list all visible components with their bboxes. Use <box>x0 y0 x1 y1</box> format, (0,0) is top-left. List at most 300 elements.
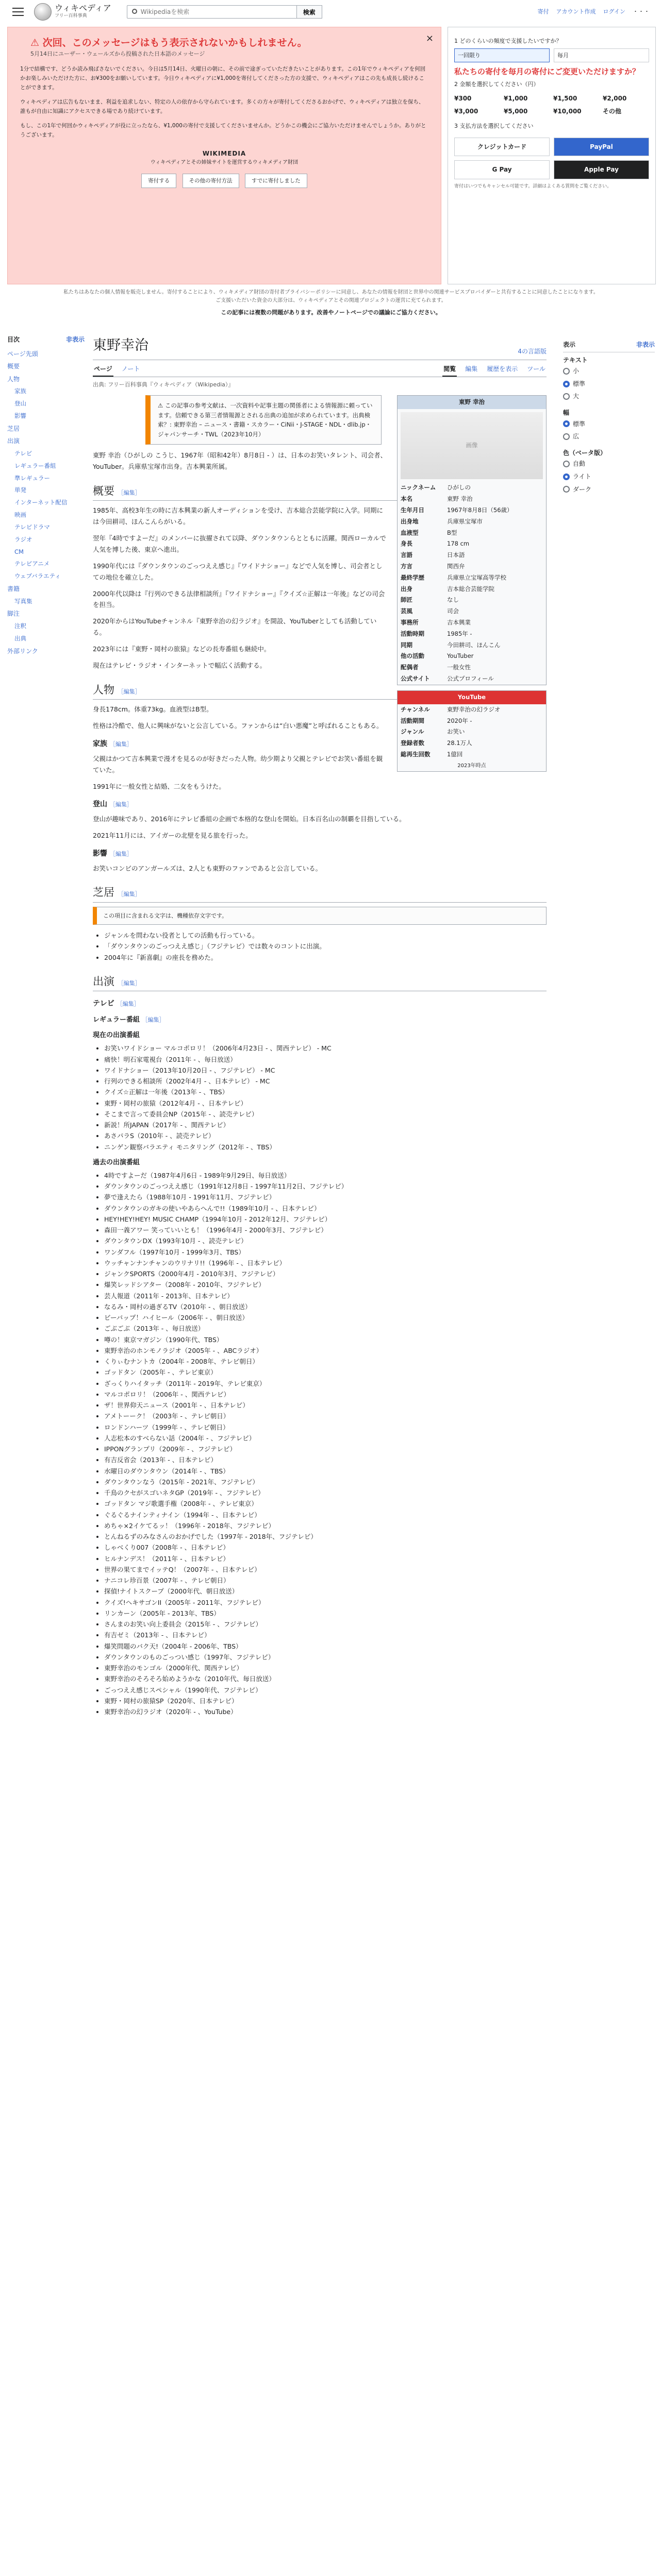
page-title <box>93 335 547 360</box>
size-option-large[interactable] <box>563 390 655 403</box>
youtube-label: 活動期間 <box>401 717 424 724</box>
infobox-value: 一般女性 <box>447 664 471 671</box>
list-item[interactable]: • ジャンルを問わない役者としての活動も行っている。 <box>104 930 547 941</box>
amount-grid <box>454 94 649 116</box>
size-option-standard[interactable] <box>563 378 655 391</box>
infobox-label: 本名 <box>401 495 412 503</box>
toc-item[interactable]: 登山 <box>14 400 26 408</box>
banner-donate-button[interactable]: 寄付する <box>141 174 176 188</box>
list-item[interactable]: • 東野幸治のモンゴル（2000年代、関西テレビ） <box>104 1663 547 1673</box>
privacy-notice <box>7 289 655 332</box>
youtube-row <box>398 726 546 738</box>
radio-icon <box>563 433 570 440</box>
warning-text: この記事の参考文献は、一次資料や記事主題の関係者による情報源に頼っています。信頼できる第三者情報源とされる出典の追加が求められています。出典検索？: 東野幸治 – ニュース・書籍・スカラー・CiNii・J-STAGE・NDL・dlib.jp・ジャパンサーチ・TWL（2023年10月） <box>158 402 373 438</box>
infobox-row <box>398 640 546 651</box>
list-item[interactable]: • リンカーン（2005年 - 2013年、TBS） <box>104 1608 547 1619</box>
search-input[interactable] <box>127 5 297 19</box>
toc-item[interactable]: 芝居 <box>7 425 20 432</box>
donate-link[interactable]: 寄付 <box>537 8 549 15</box>
heading-text: 登山 <box>93 800 107 809</box>
toc-hide-button[interactable]: 非表示 <box>65 336 85 343</box>
payment-options <box>454 138 649 179</box>
list-item[interactable]: • ざっくりハイタッチ（2011年 - 2019年、テレビ東京） <box>104 1378 547 1389</box>
toc-item[interactable]: 映画 <box>14 511 26 519</box>
list-item[interactable]: • 東野・岡村の旅猿SP（2020年、日本テレビ） <box>104 1696 547 1706</box>
option-label: ダーク <box>573 485 592 493</box>
toc-item[interactable]: テレビアニメ <box>14 560 50 568</box>
past-shows-list <box>104 1170 547 1718</box>
list-item[interactable]: • 東野幸治のそろそろ始めようかな（2010年代、毎日放送） <box>104 1673 547 1684</box>
wikimedia-caption: ウィキペディアとその姉妹サイトを運営するウィキメディア財団 <box>150 159 299 165</box>
list-item[interactable]: • 芸人報道（2011年 - 2013年、日本テレビ） <box>104 1291 547 1301</box>
infobox-label: 出身地 <box>401 517 419 525</box>
body-paragraph: 性格は冷酷で、他人に興味がないと公言している。ファンからは“白い悪魔”と呼ばれることもある。 <box>93 722 383 730</box>
toc-item[interactable]: インターネット配信 <box>14 499 68 506</box>
wikimedia-logo <box>20 149 428 166</box>
size-option-small[interactable] <box>563 365 655 378</box>
list-item[interactable]: • ダウンタウンのガキの使いやあらへんで!!（1989年10月 - 、日本テレビ） <box>104 1203 547 1214</box>
infobox-label: 言語 <box>401 551 412 559</box>
amount-option[interactable]: ¥1,000 <box>504 95 528 103</box>
list-item[interactable]: • めちゃ×2イケてるッ！（1996年 - 2018年、フジテレビ） <box>104 1520 547 1531</box>
toc-list <box>7 348 85 658</box>
tab-talk[interactable]: ノート <box>121 365 140 372</box>
subsection-heading <box>93 1015 547 1025</box>
tab-read[interactable]: 閲覧 <box>442 362 457 377</box>
edit-link[interactable]: ［編集］ <box>118 489 141 496</box>
heading-text: 人物 <box>93 683 114 696</box>
infobox-row <box>398 516 546 528</box>
infobox-value: YouTuber <box>447 652 474 660</box>
list-item[interactable]: • しゃべくり007（2008年 - 、日本テレビ） <box>104 1542 547 1553</box>
infobox-row <box>398 538 546 550</box>
infobox <box>397 395 547 685</box>
body-paragraph: 父親はかつて吉本興業で漫才を見るのが好きだった人物。幼少期より父親とテレビでお笑い番組を観ていた。 <box>93 754 383 774</box>
list-item[interactable]: • 新説！所JAPAN（2017年 - 、関西テレビ） <box>104 1120 547 1130</box>
banner-title-text: 次回、このメッセージはもう表示されないかもしれません。 <box>42 37 307 48</box>
list-item[interactable]: • 東野幸治の幻ラジオ（2020年 - 、YouTube） <box>104 1706 547 1717</box>
radio-icon <box>563 461 570 467</box>
heading-text: 影響 <box>93 849 107 858</box>
banner-title <box>30 37 428 49</box>
section-heading <box>93 973 547 992</box>
login-link[interactable]: ログイン <box>603 8 625 15</box>
once-option[interactable]: 一回限り <box>454 48 550 62</box>
search-button[interactable]: 検索 <box>297 5 322 19</box>
menu-icon[interactable] <box>12 8 24 16</box>
toc-item[interactable]: テレビ <box>14 450 32 457</box>
toc-item[interactable]: 注釈 <box>14 622 26 630</box>
infobox-value: 吉本興業 <box>447 619 471 626</box>
body-paragraph: 1985年、高校3年生の時に吉本興業の新人オーディションを受け、吉本総合芸能学院に入学。同期には今田耕司、ほんこんらがいる。 <box>93 506 384 526</box>
heading-text: 芝居 <box>93 886 114 899</box>
option-label: ライト <box>573 472 591 480</box>
toc-item[interactable]: 脚注 <box>7 610 20 618</box>
warning-box <box>145 395 382 445</box>
toc-item[interactable]: 書籍 <box>7 585 20 592</box>
toc-item[interactable]: 影響 <box>14 412 26 419</box>
list-item[interactable]: • ゴッドタン（2005年 - 、テレビ東京） <box>104 1367 547 1378</box>
header <box>0 0 662 24</box>
amount-option[interactable]: ¥2,000 <box>603 95 627 103</box>
amount-option[interactable]: ¥1,500 <box>553 95 577 103</box>
toc-item[interactable]: レギュラー番組 <box>14 462 56 469</box>
infobox-row <box>398 572 546 584</box>
list-item[interactable]: • 痛快！明石家電視台（2011年 - 、毎日放送） <box>104 1054 547 1065</box>
infobox-row <box>398 617 546 629</box>
radio-selected-icon <box>563 473 570 480</box>
youtube-value: お笑い <box>447 728 465 736</box>
youtube-label: チャンネル <box>401 705 430 713</box>
list-item[interactable]: • ビーバップ！ハイヒール（2006年 - 、朝日放送） <box>104 1312 547 1323</box>
list-item[interactable]: • ダウンタウンのごっつええ感じ（1991年12月8日 - 1997年11月2日、フジテレビ） <box>104 1181 547 1192</box>
list-item[interactable]: • あさパラS（2010年 - 、読売テレビ） <box>104 1130 547 1141</box>
appearance-hide-button[interactable]: 非表示 <box>636 341 655 348</box>
heading-text: テレビ <box>93 999 114 1008</box>
apple-pay-button[interactable]: Apple Pay <box>554 160 649 179</box>
youtube-infobox <box>397 690 547 772</box>
list-item[interactable]: • クイズ☆正解は一年後（2013年 - 、TBS） <box>104 1087 547 1097</box>
amount-question: 2 金額を選択してください（円） <box>454 81 539 88</box>
list-item[interactable]: • ごっつええ感じスペシャル（1990年代、フジテレビ） <box>104 1685 547 1696</box>
infobox-value: 兵庫県宝塚市 <box>447 517 483 525</box>
list-item[interactable]: • 水曜日のダウンタウン（2014年 - 、TBS） <box>104 1466 547 1477</box>
infobox-value: 関西弁 <box>447 562 465 570</box>
heading-text: 出演 <box>93 975 114 988</box>
toc-title: 目次 <box>7 336 20 343</box>
paypal-button[interactable]: PayPal <box>554 138 649 157</box>
youtube-value: 1億回 <box>447 750 463 758</box>
toc-item[interactable]: 単発 <box>14 486 26 494</box>
portrait-image: 画像 <box>401 412 543 479</box>
infobox-value: 司会 <box>447 607 459 615</box>
list-item[interactable]: • 有吉ゼミ（2013年 - 、日本テレビ） <box>104 1630 547 1640</box>
youtube-note: 2023年時点 <box>457 762 486 769</box>
option-label: 小 <box>573 367 580 375</box>
list-item[interactable]: • 有吉反省会（2013年 - 、日本テレビ） <box>104 1454 547 1465</box>
infobox-label: 配偶者 <box>401 664 419 671</box>
toc-item[interactable]: 外部リンク <box>7 647 38 655</box>
list-item[interactable]: • クイズ!ヘキサゴンII（2005年 - 2011年、フジテレビ） <box>104 1597 547 1608</box>
infobox-row <box>398 550 546 561</box>
color-label: 色（ベータ版） <box>563 449 607 456</box>
banner-paragraph: ウィキペディアは広告もないまま、利益を追求しない、特定の人の依存から守られています。多くの方々が寄付してくださるおかげで、ウィキペディアは独立を保ち、誰もが自由に知識にアクセスできる場であり続けています。 <box>20 98 424 114</box>
list-item[interactable]: • ダウンタウンなう（2015年 - 2021年、フジテレビ） <box>104 1477 547 1487</box>
list-item[interactable]: • 「ダウンタウンのごっつええ感じ」（フジテレビ）では数々のコントに出演。 <box>104 941 547 952</box>
search-box <box>127 5 322 19</box>
radio-selected-icon <box>563 420 570 427</box>
alert-icon: ⚠ <box>30 37 43 48</box>
donation-fineprint: 寄付はいつでもキャンセル可能です。詳細はよくある質問をご覧ください。 <box>454 183 612 189</box>
amount-option[interactable]: ¥10,000 <box>553 107 582 115</box>
subsection-heading <box>93 998 547 1010</box>
article <box>93 335 547 1721</box>
body-paragraph: 翌年『4時ですよーだ』のメンバーに抜擢されて以降、ダウンタウンらとともに活躍。関西ローカルで人気を博した後、東京へ進出。 <box>93 534 386 553</box>
infobox-row <box>398 629 546 640</box>
search-icon <box>132 9 137 14</box>
issues-notice: この記事には複数の問題があります。改善やノートページでの議論にご協力ください。 <box>221 309 441 316</box>
radio-selected-icon <box>563 381 570 387</box>
close-icon[interactable]: × <box>425 33 434 44</box>
heading-text: レギュラー番組 <box>93 1016 140 1024</box>
body-paragraph: 1990年代には『ダウンタウンのごっつええ感じ』『ワイドナショー』などで人気を博し、司会者としての地位を確立した。 <box>93 562 383 581</box>
toc-item[interactable]: 人物 <box>7 375 20 383</box>
color-option-auto[interactable] <box>563 457 655 470</box>
list-item[interactable]: • ウッチャンナンチャンのウリナリ!!（1996年 - 、日本テレビ） <box>104 1258 547 1268</box>
influence-body <box>93 863 547 874</box>
list-item[interactable]: • ごぶごぶ（2013年 - 、毎日放送） <box>104 1323 547 1334</box>
list-item[interactable]: • ダウンタウンのものごっつい感じ（1997年、フジテレビ） <box>104 1652 547 1663</box>
subsection-heading: 現在の出演番組 <box>93 1031 140 1040</box>
list-item[interactable]: • とんねるずのみなさんのおかげでした（1997年 - 2018年、フジテレビ） <box>104 1531 547 1542</box>
infobox-label: 芸風 <box>401 607 412 615</box>
infobox-label: 師匠 <box>401 596 412 604</box>
youtube-row <box>398 716 546 727</box>
user-links <box>538 7 650 16</box>
page-tabs <box>93 362 547 378</box>
infobox-label: 活動時期 <box>401 630 424 637</box>
tab-tools[interactable]: ツール <box>527 365 545 372</box>
infobox-value: B型 <box>447 529 457 536</box>
list-item[interactable]: • ロンドンハーツ（1999年 - 、テレビ朝日） <box>104 1422 547 1433</box>
toc-item[interactable]: 準レギュラー <box>14 474 50 482</box>
toc-header <box>7 335 85 345</box>
list-item[interactable]: • 人志松本のすべらない話（2004年 - 、フジテレビ） <box>104 1433 547 1444</box>
list-item[interactable]: • IPPONグランプリ（2009年 - 、フジテレビ） <box>104 1444 547 1454</box>
infobox-row <box>398 528 546 539</box>
option-label: 大 <box>573 393 580 400</box>
list-item[interactable]: • 2004年に『新喜劇』の座長を務めた。 <box>104 952 547 963</box>
list-item[interactable]: • 夢で逢えたら（1988年10月 - 1991年11月、フジテレビ） <box>104 1192 547 1202</box>
toc-item[interactable]: 写真集 <box>14 597 32 605</box>
list-item[interactable]: • そこまで言って委員会NP（2015年 - 、読売テレビ） <box>104 1109 547 1120</box>
list-item[interactable]: • ナニコレ珍百景（2007年 - 、テレビ朝日） <box>104 1575 547 1586</box>
banner-already-donated-button[interactable]: すでに寄付しました <box>245 174 307 188</box>
width-option-standard[interactable] <box>563 418 655 431</box>
infobox-value: 公式プロフィール <box>447 675 494 683</box>
privacy-line: ご支援いただいた資金の大部分は、ウィキペディアとその関連プロジェクトの運営に充てられます。 <box>216 298 446 303</box>
infobox-label: 血液型 <box>401 529 419 536</box>
amount-option[interactable]: ¥5,000 <box>504 107 528 115</box>
climb-body <box>93 814 547 841</box>
appearance-title: 表示 <box>563 341 576 348</box>
banner-subtitle: 5月14日にユーザー・ウェールズから投稿された日本語のメッセージ <box>30 50 205 57</box>
list-item[interactable]: • 行列のできる相談所（2002年4月 - 、日本テレビ） - MC <box>104 1076 547 1087</box>
infobox-row <box>398 595 546 606</box>
banner-other-methods-button[interactable]: その他の寄付方法 <box>183 174 239 188</box>
body-paragraph: 登山が趣味であり、2016年にテレビ番組の企画で本格的な登山を開始。日本百名山の制覇を目指している。 <box>93 815 406 823</box>
infobox-row <box>398 584 546 595</box>
list-item[interactable]: • ニンゲン観察バラエティ モニタリング（2012年 - 、TBS） <box>104 1142 547 1153</box>
toc-item[interactable]: ラジオ <box>14 535 32 543</box>
banner-paragraph: もし、この1年で何回かウィキペディアが役に立ったなら、¥1,000の寄付で支援してくださいませんか。どうかこの機会にご協力いただけませんでしょうか。ありがとうございます。 <box>20 122 426 139</box>
list-item[interactable]: • ワンダフル（1997年10月 - 1999年3月、TBS） <box>104 1247 547 1258</box>
infobox-label: 生年月日 <box>401 506 424 514</box>
edit-link[interactable]: ［編集］ <box>118 979 141 987</box>
option-label: 標準 <box>573 380 586 387</box>
infobox-value: 日本語 <box>447 551 465 559</box>
subsection-heading <box>93 849 547 860</box>
section-heading <box>93 884 547 903</box>
toc-item[interactable]: 出演 <box>7 437 20 445</box>
infobox-row <box>398 651 546 662</box>
list-item[interactable]: • ぐるぐるナインティナイン（1994年 - 、日本テレビ） <box>104 1510 547 1520</box>
toc-item[interactable]: ウェブバラエティ <box>14 572 61 580</box>
list-item[interactable]: • さんまのお笑い向上委員会（2015年 - 、フジテレビ） <box>104 1619 547 1630</box>
body-paragraph: 現在はテレビ・ラジオ・インターネットで幅広く活動する。 <box>93 661 267 669</box>
donation-banner <box>7 27 441 284</box>
frequency-toggle <box>454 48 649 62</box>
color-option-light[interactable] <box>563 470 655 483</box>
infobox-value: 1967年8月8日（56歳） <box>447 506 513 514</box>
toc-item[interactable]: ページ先頭 <box>7 350 38 358</box>
youtube-label: ジャンル <box>401 728 424 736</box>
list-item[interactable]: • 世界の果てまでイッテQ！（2007年 - 、日本テレビ） <box>104 1564 547 1575</box>
amount-option[interactable]: ¥3,000 <box>454 107 478 115</box>
infobox-value: 1985年 - <box>447 630 472 637</box>
infobox-row <box>398 673 546 685</box>
subsection-heading <box>93 799 547 810</box>
amount-option[interactable]: その他 <box>603 107 622 115</box>
list-item[interactable]: • 東野幸治のホンモノラジオ（2005年 - 、ABCラジオ） <box>104 1345 547 1356</box>
list-item[interactable]: • ダウンタウンDX（1993年10月 - 、読売テレビ） <box>104 1235 547 1246</box>
edit-link[interactable]: ［編集］ <box>109 801 133 808</box>
list-item[interactable]: • 爆笑問題のバク天!（2004年 - 2006年、TBS） <box>104 1641 547 1652</box>
body-paragraph: お笑いコンビのアンガールズは、2人とも東野のファンであると公言している。 <box>93 864 322 872</box>
infobox-label: ニックネーム <box>401 484 436 492</box>
infobox-row <box>398 606 546 617</box>
infobox-value: 178 cm <box>447 540 470 548</box>
infobox-label: 方言 <box>401 562 412 570</box>
infobox-label: 出身 <box>401 585 412 592</box>
current-shows-list <box>104 1043 547 1153</box>
list-item[interactable]: • お笑いワイドショー マルコポロリ！（2006年4月23日 - 、関西テレビ） - MC <box>104 1043 547 1054</box>
monthly-option[interactable]: 毎月 <box>554 48 649 62</box>
subsection-heading: 過去の出演番組 <box>93 1158 140 1166</box>
width-option-wide[interactable] <box>563 430 655 443</box>
youtube-title: YouTube <box>398 691 546 704</box>
infobox-value: 東野 幸治 <box>447 495 473 503</box>
list-item[interactable]: • 森田一義アワー 笑っていいとも！（1996年4月 - 2000年3月、フジテレビ） <box>104 1225 547 1235</box>
text-size-label: テキスト <box>563 356 588 364</box>
tab-edit[interactable]: 編集 <box>465 365 478 372</box>
appearance-panel <box>563 335 655 496</box>
list-item[interactable]: • 4時ですよーだ（1987年4月6日 - 1989年9月29日、毎日放送） <box>104 1170 547 1181</box>
site-logo[interactable] <box>34 3 111 21</box>
wikimedia-wordmark: WIKIMEDIA <box>202 150 246 158</box>
infobox-label: 他の活動 <box>401 652 424 660</box>
edit-link[interactable]: ［編集］ <box>142 1016 165 1024</box>
frequency-question: 1 どのくらいの頻度で支援したいですか？ <box>454 38 562 44</box>
donation-form <box>448 27 656 284</box>
body-paragraph: 2023年には『東野・岡村の旅猿』などの長寿番組も継続中。 <box>93 645 271 653</box>
amount-option[interactable]: ¥300 <box>454 95 472 103</box>
list-item[interactable]: • 千鳥のクセがスゴいネタGP（2019年 - 、フジテレビ） <box>104 1487 547 1498</box>
width-label: 幅 <box>563 409 570 416</box>
infobox-label: 最終学歴 <box>401 573 424 581</box>
table-of-contents <box>7 335 85 657</box>
list-item[interactable]: • なるみ・岡村の過ぎるTV（2010年 - 、朝日放送） <box>104 1301 547 1312</box>
youtube-value: 2020年 - <box>447 717 472 724</box>
privacy-line: 私たちはあなたの個人情報を販売しません。寄付することにより、ウィキメディア財団の寄付者プライバシーポリシーに同意し、あなたの情報を財団と世界中の関連サービスプロバイダーと共有することに同意したことになります。 <box>63 290 599 295</box>
infobox-label: 公式サイト <box>401 675 430 683</box>
radio-icon <box>563 393 570 400</box>
tab-page[interactable]: ページ <box>93 362 113 377</box>
infobox-row <box>398 662 546 673</box>
toc-item[interactable]: 概要 <box>7 363 20 370</box>
edit-link[interactable]: ［編集］ <box>118 688 141 695</box>
list-item[interactable]: • ジャンクSPORTS（2000年4月 - 2010年3月、フジテレビ） <box>104 1268 547 1279</box>
notice-box: この項目に含まれる文字は、機種依存文字です。 <box>93 907 547 925</box>
toc-item[interactable]: CM <box>14 548 24 555</box>
option-label: 広 <box>573 433 580 440</box>
youtube-row <box>398 704 546 716</box>
list-item[interactable]: • 東野・岡村の旅猿（2012年4月 - 、日本テレビ） <box>104 1098 547 1109</box>
body-paragraph: 2021年11月には、アイガーの北壁を見る旅を行った。 <box>93 832 252 840</box>
appearance-header <box>563 340 655 352</box>
create-account-link[interactable]: アカウント作成 <box>556 8 596 15</box>
toc-item[interactable]: 家族 <box>14 387 26 395</box>
list-item[interactable]: • アメトーーク！（2003年 - 、テレビ朝日） <box>104 1411 547 1421</box>
body-paragraph: 1991年に一般女性と結婚、二女をもうけた。 <box>93 782 225 790</box>
youtube-value: 28.1万人 <box>447 739 472 747</box>
language-button[interactable]: 4の言語版 <box>518 348 547 355</box>
list-item[interactable]: • ヒルナンデス！（2011年 - 、日本テレビ） <box>104 1553 547 1564</box>
list-item[interactable]: • ゴッドタン マジ歌選手権（2008年 - 、テレビ東京） <box>104 1498 547 1509</box>
list-item[interactable]: • ザ！世界仰天ニュース（2001年 - 、日本テレビ） <box>104 1400 547 1411</box>
infobox-row <box>398 494 546 505</box>
google-pay-button[interactable]: G Pay <box>454 160 550 179</box>
youtube-row <box>398 738 546 749</box>
infobox-value: 吉本総合芸能学院 <box>447 585 494 592</box>
infobox-value: なし <box>447 596 459 604</box>
youtube-row <box>398 749 546 760</box>
infobox-value: ひがしの <box>447 484 471 492</box>
tab-history[interactable]: 履歴を表示 <box>487 365 518 372</box>
list-item[interactable]: • HEY!HEY!HEY! MUSIC CHAMP（1994年10月 - 2012年12月、フジテレビ） <box>104 1214 547 1225</box>
infobox-value: 兵庫県立宝塚高等学校 <box>447 573 506 581</box>
heading-text: 概要 <box>93 484 114 497</box>
youtube-value: 東野幸治の幻ラジオ <box>447 705 501 713</box>
toc-item[interactable]: テレビドラマ <box>14 523 50 531</box>
option-label: 標準 <box>573 420 586 428</box>
list-item[interactable]: • くりぃむナントカ（2004年 - 2008年、テレビ朝日） <box>104 1356 547 1367</box>
globe-icon <box>34 3 52 21</box>
edit-link[interactable]: ［編集］ <box>118 891 141 898</box>
source-line: 出典: フリー百科事典『ウィキペディア（Wikipedia）』 <box>93 381 234 388</box>
banner-buttons <box>20 174 428 188</box>
infobox-row <box>398 482 546 494</box>
infobox-rows <box>398 482 546 685</box>
youtube-label: 総再生回数 <box>401 750 431 758</box>
payment-question: 3 支払方法を選択してください <box>454 122 534 129</box>
credit-card-button[interactable]: クレジットカード <box>454 138 550 157</box>
toc-item[interactable]: 出典 <box>14 634 26 642</box>
list-item[interactable]: • 爆笑レッドシアター（2008年 - 2010年、フジテレビ） <box>104 1279 547 1290</box>
shibai-list <box>104 930 547 963</box>
edit-link[interactable]: ［編集］ <box>109 741 133 748</box>
list-item[interactable]: • マルコポロリ！（2006年 - 、関西テレビ） <box>104 1389 547 1400</box>
list-item[interactable]: • 探偵!ナイトスクープ（2000年代、朝日放送） <box>104 1586 547 1597</box>
list-item[interactable]: • ワイドナショー（2013年10月20日 - 、フジテレビ） - MC <box>104 1065 547 1076</box>
more-icon[interactable]: ・・・ <box>633 8 650 15</box>
color-option-dark[interactable] <box>563 483 655 496</box>
warning-icon: ⚠ <box>158 402 165 410</box>
list-item[interactable]: • 噂の！東京マガジン（1990年代、TBS） <box>104 1334 547 1345</box>
infobox-value: 今田耕司、ほんこん <box>447 641 501 649</box>
edit-link[interactable]: ［編集］ <box>117 1001 140 1008</box>
edit-link[interactable]: ［編集］ <box>109 850 133 857</box>
